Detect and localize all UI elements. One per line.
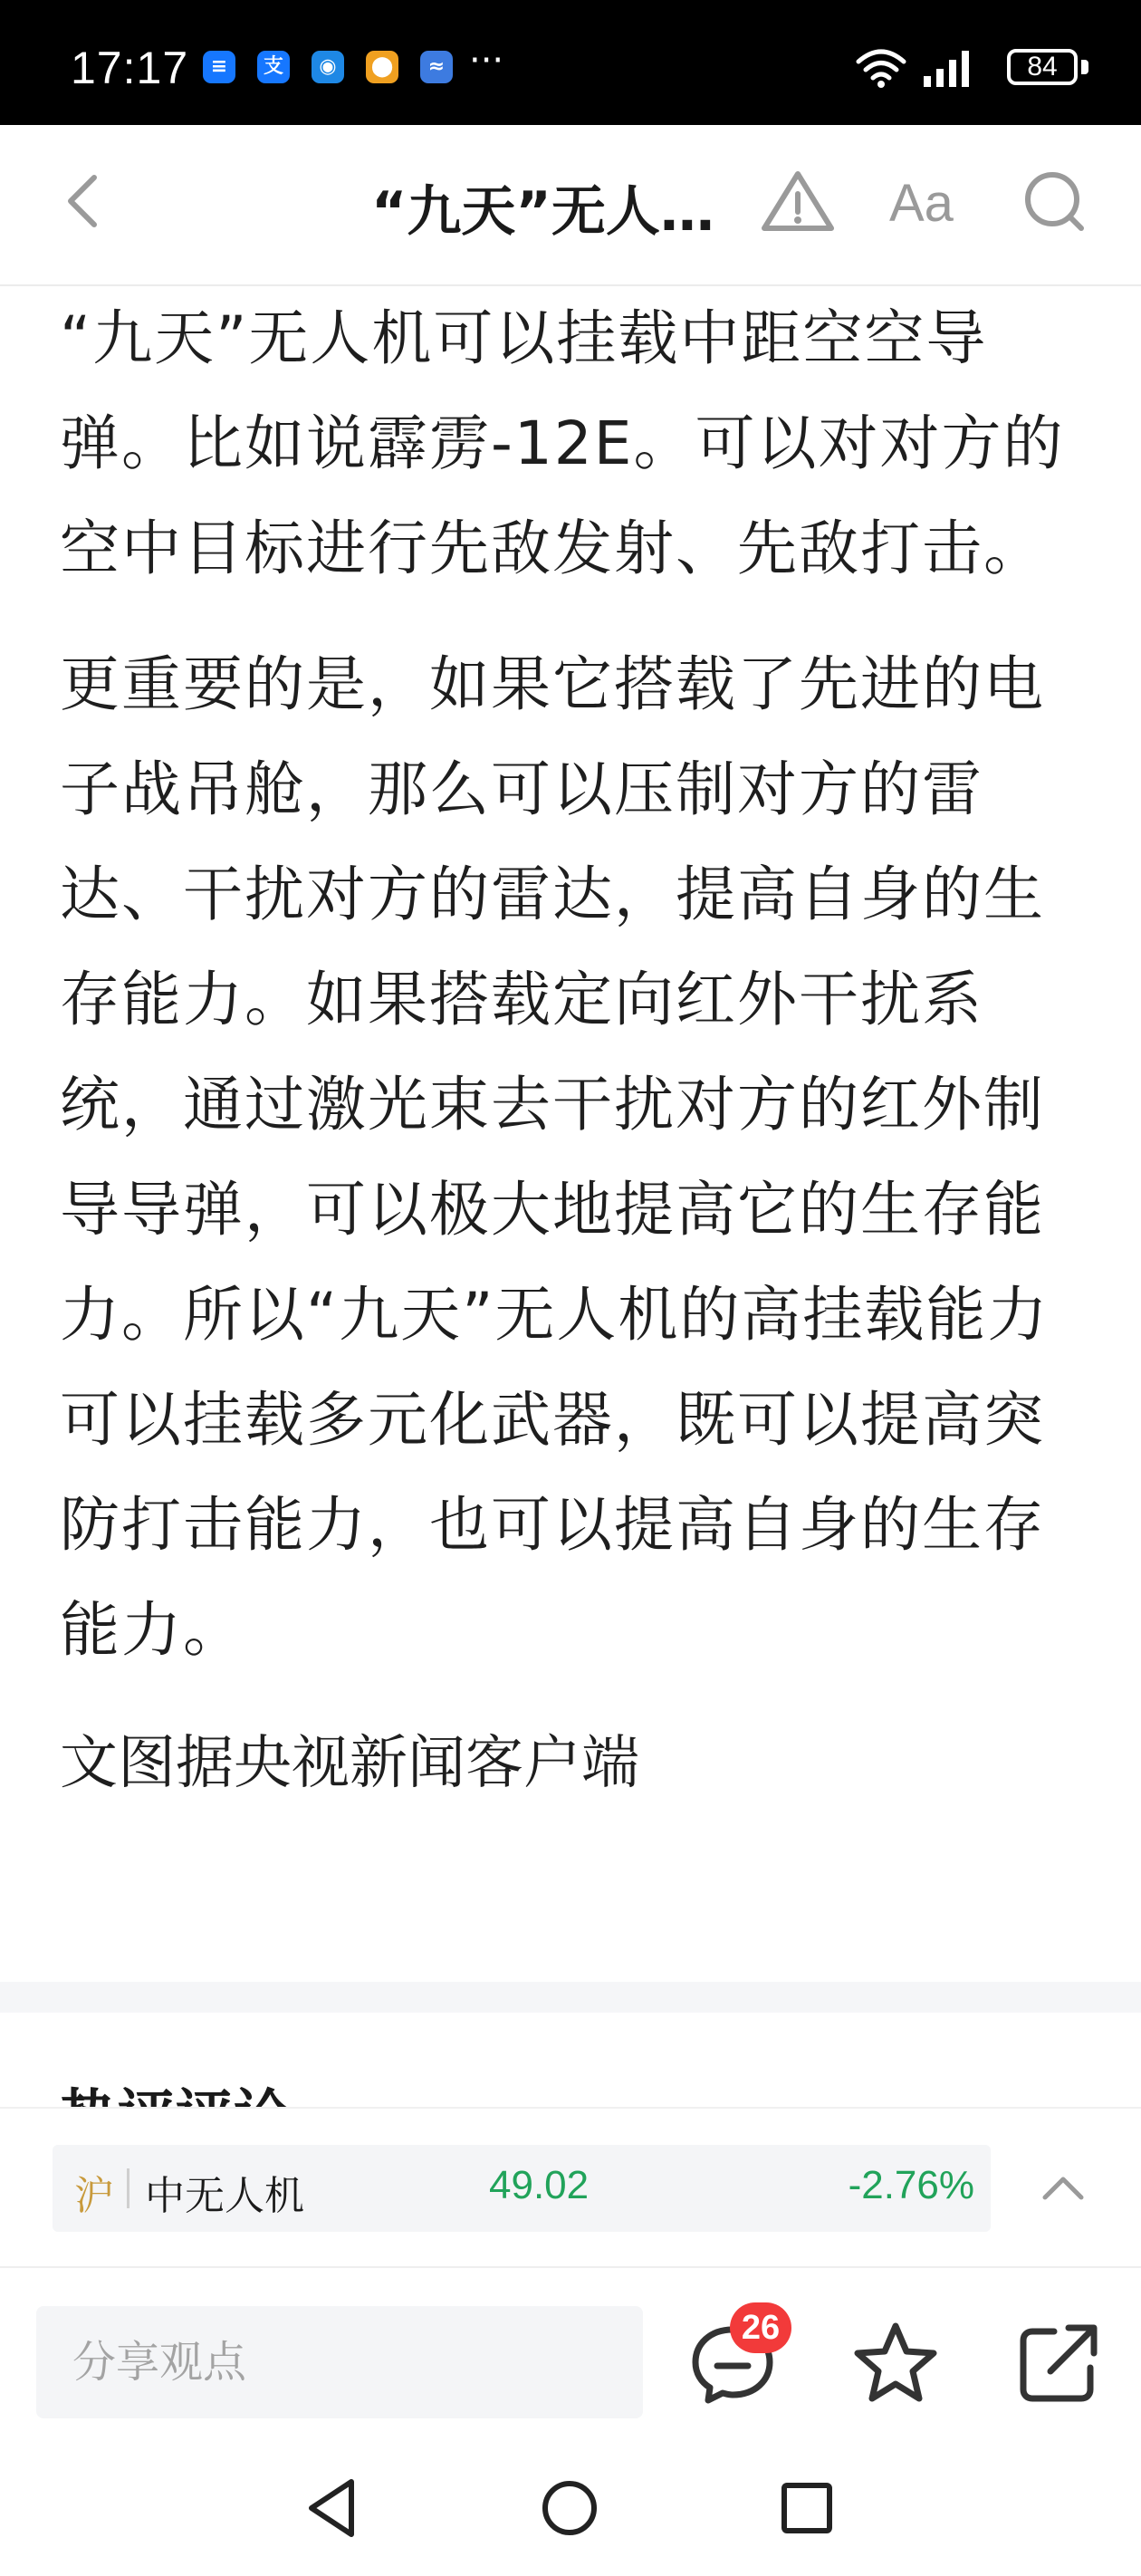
battery-tip (1081, 60, 1088, 74)
stock-change: -2.76% (848, 2163, 974, 2207)
article-paragraph: 更重要的是，如果它搭载了先进的电子战吊舱，那么可以压制对方的雷达、干扰对方的雷达，提高自身的生存能力。如果搭载定向红外干扰系统，通过激光束去干扰对方的红外制导导弹，可以极大地提高它的生存能力。所以“九天”无人机的高挂载能力可以挂载多元化武器，既可以提高突防打击能力，也可以提高自身的生存能力。 (60, 649, 1050, 1665)
report-warning-icon[interactable] (757, 165, 839, 237)
svg-text:Aa: Aa (889, 174, 954, 233)
battery-icon: 84 (1007, 49, 1078, 85)
status-bar (0, 0, 1141, 125)
stock-exchange: 沪 (74, 2173, 114, 2219)
star-favorite-icon[interactable] (846, 2313, 945, 2413)
comment-count-badge: 26 (730, 2302, 791, 2353)
section-divider (0, 1982, 1141, 2013)
share-icon[interactable] (1009, 2313, 1108, 2413)
stocks-app-icon: ≈ (420, 51, 453, 83)
more-notifications-icon: ··· (469, 40, 504, 82)
bottom-toolbar (0, 2266, 1141, 2446)
page-title: “九天”无人… (371, 180, 714, 244)
chat-app-icon: ◉ (312, 51, 344, 83)
chevron-up-icon[interactable] (1040, 2165, 1087, 2212)
system-recents-icon[interactable] (766, 2467, 848, 2549)
system-back-icon[interactable] (292, 2467, 373, 2549)
font-size-icon[interactable] (886, 165, 967, 237)
article-source: 文图据央视新闻客户端 (60, 1730, 639, 1797)
article-paragraph: “九天”无人机可以挂载中距空空导弹。比如说霹雳-12E。可以对对方的空中目标进行先敌发射、先敌打击。 (60, 303, 1065, 583)
stock-price: 49.02 (489, 2163, 590, 2207)
wifi-icon (855, 47, 907, 89)
system-navigation-bar (0, 2444, 1141, 2576)
stock-bar (0, 2107, 1141, 2268)
status-time: 17:17 (71, 43, 189, 93)
signal-icon (922, 49, 974, 89)
delivery-app-icon: ⬤ (366, 51, 398, 83)
stock-quote[interactable] (53, 2145, 991, 2232)
article-header (0, 125, 1141, 286)
stock-name: 中无人机 (145, 2173, 304, 2219)
search-icon[interactable] (1018, 165, 1090, 237)
system-home-icon[interactable] (529, 2467, 610, 2549)
alipay-app-icon: 支 (257, 51, 290, 83)
share-opinion-input[interactable] (36, 2306, 643, 2418)
article-body (60, 286, 1092, 1813)
messages-app-icon: ≡ (203, 51, 235, 83)
back-arrow-icon[interactable] (49, 165, 121, 237)
stock-divider (127, 2168, 129, 2208)
